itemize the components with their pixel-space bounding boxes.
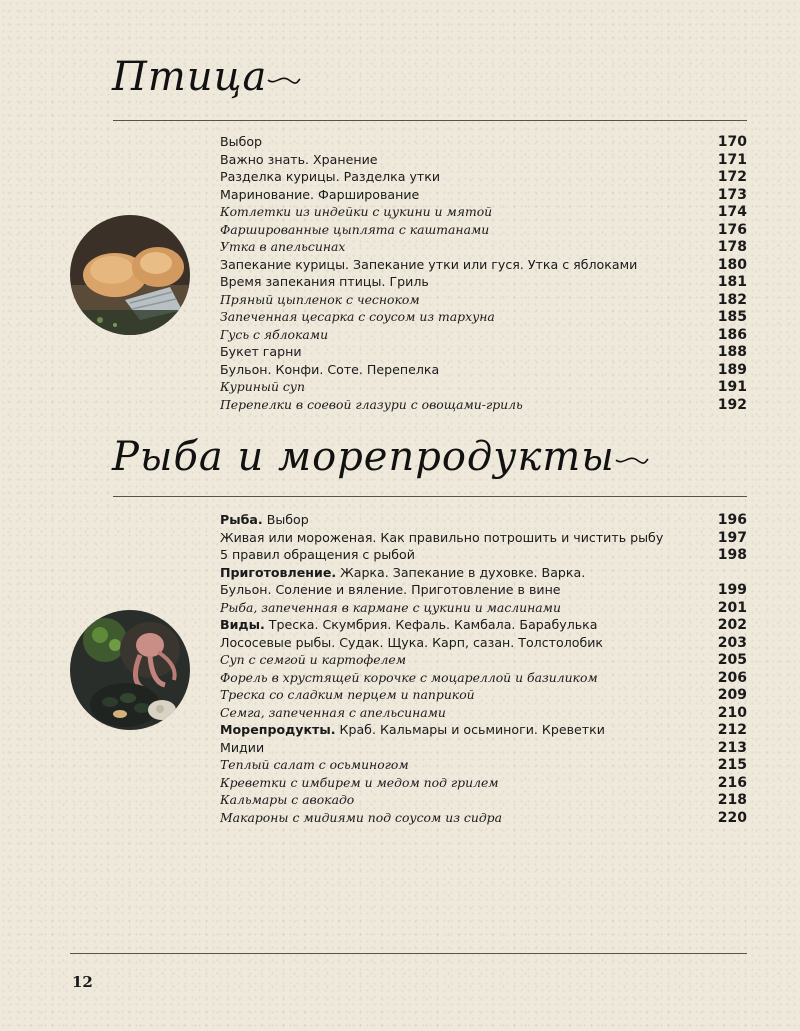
toc-entry-title: Маринование. Фаршировaние [220, 186, 420, 202]
toc-page-number: 185 [717, 309, 747, 325]
toc-entry[interactable] [220, 686, 747, 704]
roast-chicken-photo [70, 215, 190, 335]
toc-page-number: 213 [717, 739, 747, 756]
page-number: 12 [72, 973, 93, 991]
toc-entry[interactable] [220, 529, 747, 547]
toc-entry[interactable] [220, 564, 747, 582]
toc-entry[interactable] [220, 133, 747, 151]
toc-page-number: 174 [717, 204, 747, 220]
toc-entry[interactable] [220, 308, 747, 326]
toc-page-number: 178 [717, 239, 747, 255]
toc-entry[interactable] [220, 511, 747, 529]
toc-entry[interactable] [220, 739, 747, 757]
toc-page-number: 218 [717, 792, 747, 808]
toc-entry-title [220, 564, 585, 582]
toc-page-number: 205 [717, 652, 747, 668]
toc-entry[interactable] [220, 256, 747, 274]
toc-entry[interactable] [220, 151, 747, 169]
toc-list-poultry [220, 133, 747, 413]
toc-entry[interactable] [220, 396, 747, 414]
toc-entry-bold-prefix: Виды. [220, 617, 265, 632]
toc-page-number: 171 [717, 151, 747, 168]
toc-entry-title: Треска со сладким перцем и паприкой [220, 687, 475, 702]
toc-entry-title: Форель в хрустящей корочке с моцареллой и базиликом [220, 669, 598, 685]
toc-entry-title: Выбор [220, 134, 263, 149]
toc-entry-title: Куриный суп [220, 379, 305, 394]
toc-entry[interactable] [220, 546, 747, 564]
toc-entry[interactable] [220, 326, 747, 344]
toc-entry-title: Лососевые рыбы. Судак. Щука. Карп, сазан. Толстолобик [220, 634, 604, 650]
toc-entry-rest: Жарка. Запекание в духовке. Варка. [336, 564, 586, 580]
toc-page-number: 210 [717, 704, 747, 721]
toc-entry-title: Время запекания птицы. Гриль [220, 274, 429, 289]
toc-page-number: 197 [717, 529, 747, 546]
toc-entry[interactable] [220, 599, 747, 617]
toc-entry-bold-prefix: Рыба. [220, 512, 263, 527]
toc-entry-title [220, 616, 598, 634]
toc-page-number: 220 [717, 809, 747, 826]
toc-entry-title: Запеченная цесарка с соусом из тархуна [220, 309, 495, 324]
toc-entry[interactable] [220, 343, 747, 361]
section-title-text: Рыба и морепродукты [112, 434, 615, 480]
toc-entry-bold-prefix: Морепродукты. [220, 722, 336, 737]
toc-entry-title: Живая или мороженая. Как правильно потрошить и чистить рыбу [220, 529, 664, 545]
toc-entry-rest: Краб. Кальмары и осьминоги. Креветки [335, 722, 605, 737]
toc-page-number: 216 [717, 774, 747, 791]
toc-entry[interactable] [220, 361, 747, 379]
toc-entry-title: Запекание курицы. Запекание утки или гуся. Утка с яблоками [220, 256, 638, 272]
toc-entry[interactable] [220, 186, 747, 204]
toc-entry-title: Бульон. Соление и вяление. Приготовление в вине [220, 582, 561, 597]
toc-entry[interactable] [220, 809, 747, 827]
section-divider [113, 496, 747, 497]
toc-page-number: 199 [717, 582, 747, 598]
toc-entry[interactable] [220, 704, 747, 722]
toc-page-number: 170 [717, 134, 747, 150]
octopus-mussels-photo [70, 610, 190, 730]
toc-entry-title: Кальмары с авокадо [220, 792, 355, 807]
toc-entry-title: Семга, запеченная с апельсинами [220, 704, 446, 720]
swash-ornament-icon [267, 74, 301, 86]
toc-page-number: 186 [717, 326, 747, 343]
toc-page-number: 203 [717, 634, 747, 651]
toc-page-number: 173 [717, 186, 747, 203]
toc-entry-title: Бульон. Конфи. Соте. Перепелка [220, 361, 440, 377]
toc-entry[interactable] [220, 378, 747, 396]
toc-entry[interactable] [220, 721, 747, 739]
toc-entry-rest: Выбор [262, 512, 309, 527]
toc-page-number: 176 [717, 221, 747, 238]
toc-page-number: 215 [717, 757, 747, 773]
toc-entry-rest: Треска. Скумбрия. Кефаль. Камбала. Барабулька [264, 617, 598, 632]
toc-page-number: 198 [717, 547, 747, 563]
toc-entry-title: Креветки с имбирем и медом под грилем [220, 774, 499, 790]
section-title-poultry [112, 54, 301, 100]
toc-entry[interactable] [220, 291, 747, 309]
toc-entry[interactable] [220, 221, 747, 239]
toc-page-number: 212 [717, 722, 747, 738]
toc-entry-title: Букет гарни [220, 344, 302, 359]
toc-entry-title: Мидии [220, 739, 265, 755]
toc-entry-title: Утка в апельсинах [220, 239, 346, 254]
toc-entry[interactable] [220, 756, 747, 774]
toc-entry-title: Рыба, запеченная в кармане с цукини и маслинами [220, 599, 561, 615]
toc-page-number: 181 [717, 274, 747, 290]
toc-entry-title: Теплый салат с осьминогом [220, 757, 409, 772]
toc-page-number: 191 [717, 379, 747, 395]
toc-entry[interactable] [220, 616, 747, 634]
toc-page-number: 182 [717, 291, 747, 308]
toc-entry[interactable] [220, 168, 747, 186]
toc-page-number: 206 [717, 669, 747, 686]
toc-page-number: 189 [717, 361, 747, 378]
footer-divider [70, 953, 747, 954]
toc-entry[interactable] [220, 651, 747, 669]
toc-entry-title: Фаршированные цыплята с каштанами [220, 221, 490, 237]
toc-entry[interactable] [220, 634, 747, 652]
toc-entry[interactable] [220, 273, 747, 291]
section-title-seafood [112, 434, 649, 480]
toc-entry-title: Макароны с мидиями под соусом из сидра [220, 809, 503, 825]
toc-entry-bold-prefix: Приготовление. [220, 564, 337, 580]
section-divider [113, 120, 747, 121]
toc-entry[interactable] [220, 238, 747, 256]
toc-page-number: 201 [717, 599, 747, 616]
toc-page-number: 188 [717, 344, 747, 360]
toc-entry-title: Пряный цыпленок с чесноком [220, 291, 420, 307]
toc-entry[interactable] [220, 203, 747, 221]
toc-entry-title: Разделка курицы. Разделка утки [220, 169, 441, 184]
toc-entry[interactable] [220, 774, 747, 792]
toc-entry-title: Гусь с яблоками [220, 326, 329, 342]
toc-entry[interactable] [220, 669, 747, 687]
toc-page-number: 196 [717, 512, 747, 528]
toc-entry[interactable] [220, 791, 747, 809]
toc-entry-title [220, 511, 309, 529]
toc-page-number: 202 [717, 617, 747, 633]
toc-list-seafood [220, 511, 747, 826]
toc-page-number: 192 [717, 396, 747, 413]
toc-entry-title: Важно знать. Хранение [220, 151, 378, 167]
toc-entry-title: Перепелки в соевой глазури с овощами-гриль [220, 396, 523, 412]
toc-page-number: 180 [717, 256, 747, 273]
swash-ornament-icon [615, 454, 649, 466]
toc-entry-title: Котлетки из индейки с цукини и мятой [220, 204, 493, 219]
toc-entry-title: Суп с семгой и картофелем [220, 652, 407, 667]
toc-entry[interactable] [220, 581, 747, 599]
toc-entry-title [220, 721, 605, 739]
toc-entry-title: 5 правил обращения с рыбой [220, 547, 415, 562]
section-title-text: Птица [112, 54, 268, 100]
toc-page-number: 209 [717, 687, 747, 703]
toc-page-number: 172 [717, 169, 747, 185]
